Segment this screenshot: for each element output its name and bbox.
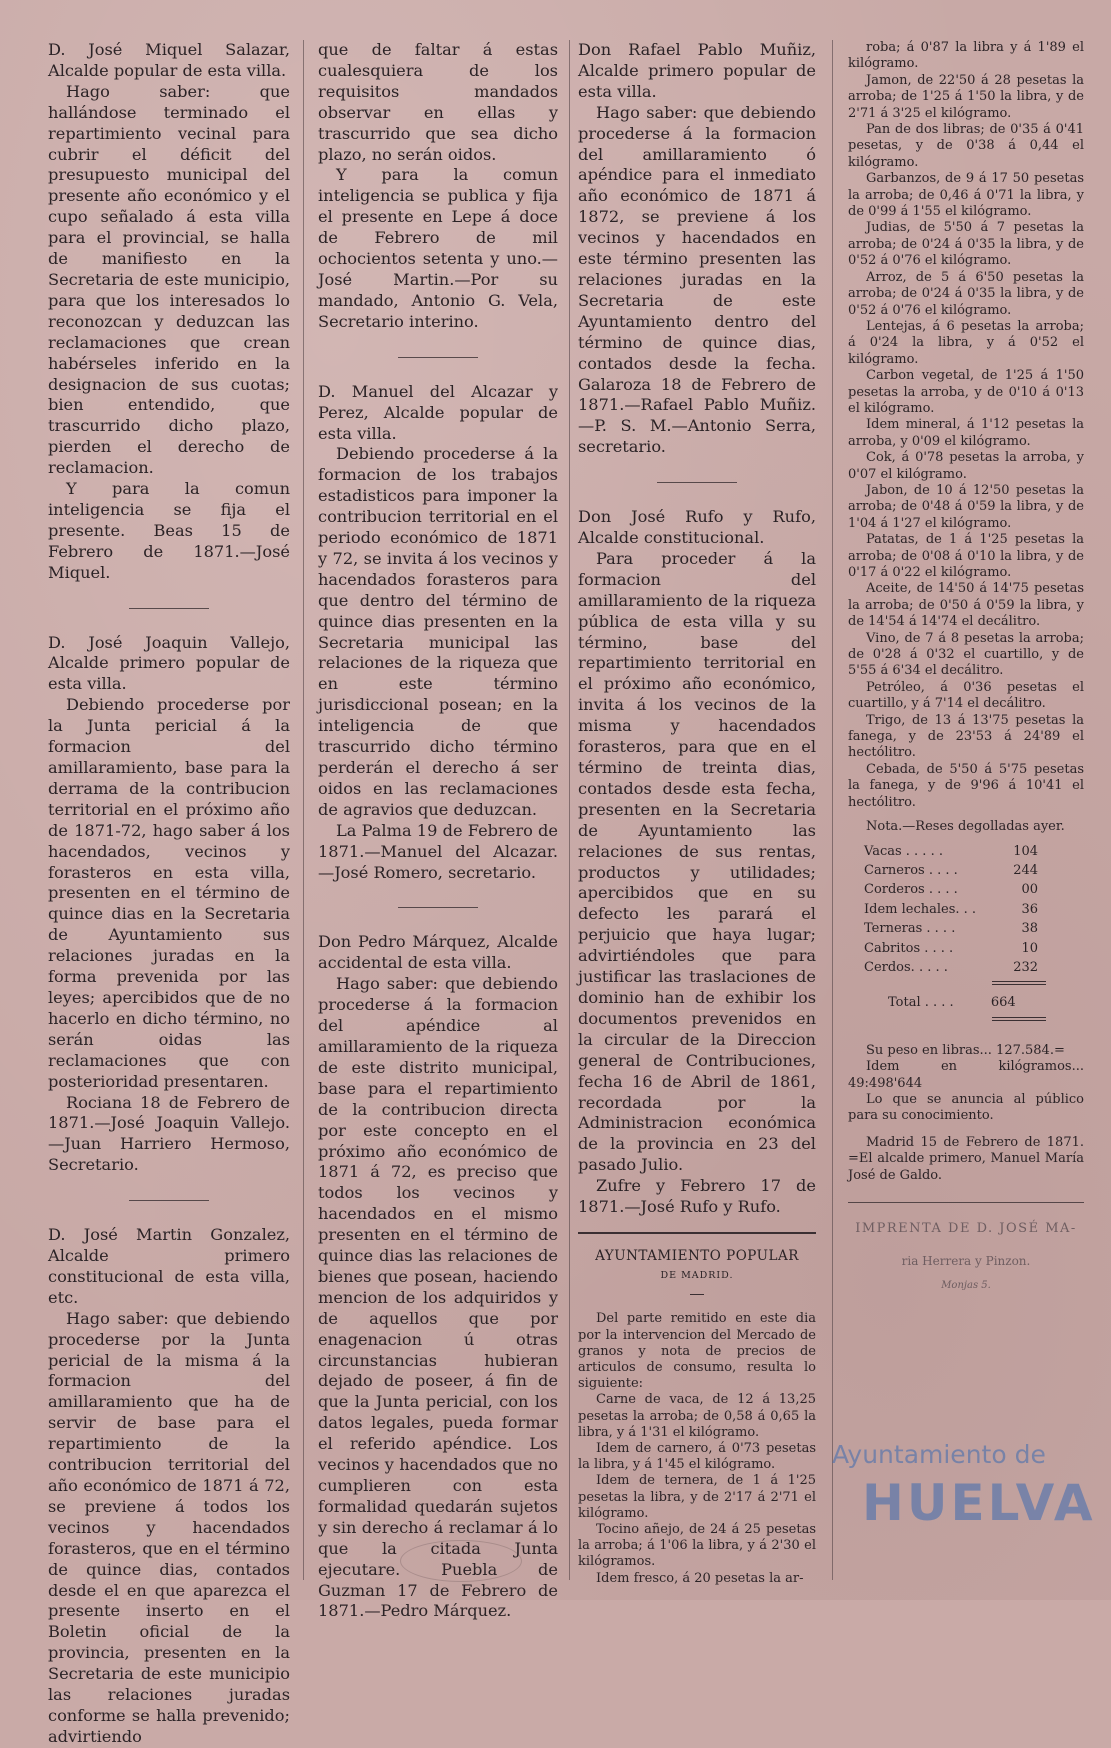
imprenta-line-1: IMPRENTA DE D. JOSÉ MA- [855, 1221, 1077, 1236]
price-paragraph: Carbon vegetal, de 1'25 á 1'50 pesetas la arroba, y de 0'10 á 0'13 el kilógramo. [848, 368, 1084, 416]
column-rule-1 [303, 40, 304, 1580]
imprenta-line-2: ria Herrera y Pinzon. [901, 1254, 1031, 1269]
section-divider [398, 357, 478, 358]
price-paragraph: Idem mineral, á 1'12 pesetas la arroba, y 0'09 el kilógramo. [848, 417, 1084, 449]
reses-row [864, 902, 1038, 921]
price-paragraph: Patatas, de 1 á 1'25 pesetas la arroba; de 0'08 á 0'10 la libra, y de 0'17 á 0'22 el kilógramo. [848, 532, 1084, 580]
price-paragraph: Carne de vaca, de 12 á 13,25 pesetas la arroba; de 0,58 á 0,65 la libra, y á 1'31 el kilógramo. [578, 1392, 816, 1440]
total-rule [992, 981, 1046, 985]
reses-value: 244 [1013, 862, 1039, 878]
reses-value: 104 [1013, 843, 1039, 859]
section-divider [129, 608, 209, 609]
notice-paragraph: Debiendo procederse á la formacion de los trabajos estadisticos para imponer la contribucion territorial en el periodo económico de 1871 y 72, se invita á los vecinos y hacendados forasteros para que dentro del término de quince dias presenten en la Secretaria municipal las relaciones de la riqueza que en este término jurisdiccional posean; en la inteligencia de que trascurrido dicho término perderán el derecho á ser oidos en las reclamaciones de agravios que deduzcan. [318, 444, 558, 819]
price-paragraph: Trigo, de 13 á 13'75 pesetas la fanega, y de 23'53 á 24'89 el hectólitro. [848, 712, 1084, 761]
notice-paragraph: Para proceder á la formacion del amillaramiento de la riqueza pública de esta villa y su término, base del repartimiento territorial en el próximo año económico, invita á los vecinos de la misma y hacendados forasteros, para que en el término de treinta dias, contados desde esta fecha, presenten en la Secretaria de Ayuntamiento las relaciones de sus rentas, productos y utilidades; apercibidos que en su defecto les parará el perjuicio que haya lugar; advirtiéndoles que para justificar las traslaciones de dominio han de exhibir los documentos prevenidos en la circular de la Direccion general de Contribuciones, fecha 16 de Abril de 1861, recordada por la Administracion económica de la provincia en 23 del pasado Julio. [578, 548, 816, 1175]
reses-name: Corderos . . . . [864, 882, 958, 898]
price-paragraph: Garbanzos, de 9 á 17 50 pesetas la arroba; de 0,46 á 0'71 la libra, y de 0'99 á 1'55 el kilógramo. [848, 171, 1084, 220]
reses-name: Terneras . . . . [864, 921, 956, 937]
price-paragraph: Vino, de 7 á 8 pesetas la arroba; de 0'28 á 0'32 el cuartillo, y de 5'55 á 6'34 el decálitro. [848, 630, 1084, 679]
reses-row [864, 941, 1038, 960]
reses-name: Idem lechales. . . [864, 901, 977, 917]
peso-kilogramos: Idem en kilógramos... 49:498'644 [848, 1059, 1084, 1091]
reses-name: Vacas . . . . . [864, 843, 943, 859]
reses-value: 232 [1013, 959, 1039, 975]
notice-paragraph: Y para la comun inteligencia se fija el presente. Beas 15 de Febrero de 1871.—José Miquel. [48, 479, 290, 582]
price-paragraph: Judias, de 5'50 á 7 pesetas la arroba; de 0'24 á 0'35 la libra, y de 0'52 á 0'76 el kilógramo. [848, 220, 1084, 269]
notice-paragraph: Hago saber: que debiendo procederse á la formacion del amillaramiento ó apéndice para el inmediato año económico de 1871 á 1872, se previene á los vecinos y hacendados en este término presenten las relaciones juradas en la Secretaria de este Ayuntamiento dentro del término de quince dias, contados desde la fecha. Galaroza 18 de Febrero de 1871.—Rafael Pablo Muñiz.—P. S. M.—Antonio Serra, secretario. [578, 102, 816, 457]
ayuntamiento-title: AYUNTAMIENTO POPULAR [595, 1247, 799, 1264]
price-paragraph: Del parte remitido en este dia por la intervencion del Mercado de granos y nota de precios de articulos de consumo, resulta lo siguiente: [578, 1311, 816, 1392]
firma-madrid: Madrid 15 de Febrero de 1871. =El alcalde primero, Manuel María José de Galdo. [848, 1134, 1084, 1183]
section-divider [398, 907, 478, 908]
price-paragraph: roba; á 0'87 la libra y á 1'89 el kilógramo. [848, 40, 1084, 72]
total-row [888, 995, 1016, 1014]
reses-row [864, 844, 1038, 863]
total-label: Total . . . . [888, 995, 954, 1011]
reses-name: Carneros . . . . [864, 862, 958, 878]
total-table [888, 995, 1016, 1014]
price-paragraph: Cebada, de 5'50 á 5'75 pesetas la fanega, y de 9'96 á 10'41 el hectólitro. [848, 761, 1084, 810]
notice-heading: Don José Rufo y Rufo, Alcalde constitucional. [578, 507, 816, 548]
notice-continuation: que de faltar á estas cualesquiera de los requisitos mandados observar en ellas y trascurrido que sea dicho plazo, no serán oidos. [318, 40, 558, 164]
ayuntamiento-huelva-watermark [832, 1440, 1096, 1550]
notice-paragraph: Rociana 18 de Febrero de 1871.—José Joaquin Vallejo.—Juan Harriero Hermoso, Secretario. [48, 1092, 290, 1175]
reses-row [864, 960, 1038, 979]
reses-row [864, 863, 1038, 882]
notice-heading: Don Pedro Márquez, Alcalde accidental de esta villa. [318, 932, 558, 973]
column-4 [848, 40, 1084, 1294]
imprenta-line-3: Monjas 5. [941, 1279, 991, 1291]
reses-value: 36 [1021, 901, 1039, 917]
reses-name: Cabritos . . . . [864, 940, 954, 956]
anuncio: Lo que se anuncia al público para su conocimiento. [848, 1091, 1084, 1124]
faded-stamp [400, 1540, 522, 1582]
ayuntamiento-notice [578, 1232, 816, 1587]
peso-libras: Su peso en libras... 127.584.= [866, 1042, 1065, 1058]
ayuntamiento-subtitle: DE MADRID. [660, 1270, 734, 1282]
reses-row [864, 882, 1038, 901]
price-paragraph: Jabon, de 10 á 12'50 pesetas la arroba; de 0'48 á 0'59 la libra, y de 1'04 á 1'27 el kilógramo. [848, 482, 1084, 531]
notice-heading: D. José Joaquin Vallejo, Alcalde primero popular de esta villa. [48, 632, 290, 694]
price-paragraph: Idem de ternera, de 1 á 1'25 pesetas la libra, y de 2'17 á 2'71 el kilógramo. [578, 1473, 816, 1521]
notice-paragraph: Debiendo procederse por la Junta pericial á la formacion del amillaramiento, base para la derrama de la contribucion territorial en el próximo año de 1871-72, hago saber á los hacendados, vecinos y forasteros en esta villa, presenten en el término de quince dias en la Secretaria de Ayuntamiento sus relaciones juradas en la forma prevenida por las leyes; apercibidos que de no hacerlo en dicho término, no serán oidas las reclamaciones que con posterioridad presentaren. [48, 695, 290, 1091]
notice-heading: D. José Martin Gonzalez, Alcalde primero constitucional de esta villa, etc. [48, 1225, 290, 1307]
column-rule-2 [569, 40, 570, 1580]
reses-table [864, 844, 1038, 980]
price-paragraph: Aceite, de 14'50 á 14'75 pesetas la arroba; de 0'50 á 0'59 la libra, y de 14'54 á 14'74 el decálitro. [848, 581, 1084, 630]
price-paragraph: Pan de dos libras; de 0'35 á 0'41 pesetas, y de 0'38 á 0,44 el kilógramo. [848, 122, 1084, 170]
price-paragraph: Idem de carnero, á 0'73 pesetas la libra, y á 1'45 el kilógramo. [578, 1440, 816, 1473]
watermark-line-2: HUELVA [862, 1474, 1096, 1532]
price-paragraph: Idem fresco, á 20 pesetas la ar- [596, 1570, 804, 1586]
price-paragraph: Cok, á 0'78 pesetas la arroba, y 0'07 el kilógramo. [848, 450, 1084, 482]
short-dash [690, 1294, 704, 1295]
nota-reses: Nota.—Reses degolladas ayer. [866, 819, 1065, 835]
total-rule-bottom [992, 1017, 1046, 1021]
reses-value: 38 [1021, 921, 1039, 937]
reses-row [864, 921, 1038, 940]
column-2 [318, 40, 558, 1622]
column-3 [578, 40, 816, 1587]
reses-name: Cerdos. . . . . [864, 959, 948, 975]
price-paragraph: Lentejas, á 6 pesetas la arroba; á 0'24 la libra, y á 0'52 el kilógramo. [848, 318, 1084, 367]
notice-heading: D. Manuel del Alcazar y Perez, Alcalde popular de esta villa. [318, 381, 558, 443]
column-1 [48, 40, 290, 1748]
reses-value: 00 [1021, 882, 1039, 898]
notice-heading: Don Rafael Pablo Muñiz, Alcalde primero popular de esta villa. [578, 40, 816, 101]
notice-paragraph: Y para la comun inteligencia se publica y fija el presente en Lepe á doce de Febrero de mil ochocientos setenta y uno.—José Martin.—Por su mandado, Antonio G. Vela, Secretario interino. [318, 165, 558, 331]
notice-paragraph: Hago saber: que debiendo procederse á la formacion del apéndice al amillaramiento de la riqueza de este distrito municipal, base para el repartimiento de la contribucion directa por este concepto en el próximo año económico de 1871 á 72, es preciso que todos los vecinos y hacendados en el mismo presenten en el término de quince dias las relaciones de bienes que posean, haciendo mencion de los adquiridos y de aquellos que por enagenacion ú otras circunstancias hubieran dejado de poseer, á fin de que la Junta pericial, con los datos legales, pueda formar el referido apéndice. Los vecinos y hacendados que no cumplieren con esta formalidad quedarán sujetos y sin derecho á reclamar á lo que la citada Junta ejecutare. Puebla de Guzman 17 de Febrero de 1871.—Pedro Márquez. [318, 974, 558, 1621]
price-paragraph: Jamon, de 22'50 á 28 pesetas la arroba; de 1'25 á 1'50 la libra, y de 2'71 á 3'25 el kilógramo. [848, 72, 1084, 121]
section-divider [657, 482, 737, 483]
watermark-line-1: Ayuntamiento de [832, 1440, 1046, 1469]
notice-paragraph: La Palma 19 de Febrero de 1871.—Manuel del Alcazar.—José Romero, secretario. [318, 820, 558, 882]
reses-value: 10 [1021, 940, 1039, 956]
notice-paragraph: Hago saber: que hallándose terminado el repartimiento vecinal para cubrir el déficit del presupuesto municipal del presente año económico y el cupo señalado á esta villa para el provincial, se halla de manifiesto en la Secretaria de este municipio, para que los interesados lo reconozcan y deduzcan las reclamaciones que crean habérseles inferido en la designacion de sus cuotas; bien entendido, que trascurrido dicho plazo, pierden el derecho de reclamacion. [48, 81, 290, 478]
notice-heading: D. José Miquel Salazar, Alcalde popular de esta villa. [48, 40, 290, 80]
notice-paragraph: Hago saber: que debiendo procederse por la Junta pericial de la misma á la formacion del amillaramiento que ha de servir de base para el repartimiento de la contribucion territorial del año económico de 1871 á 72, se previene á todos los vecinos y hacendados forasteros, que en el término de quince dias, contados desde el en que aparezca el presente inserto en el Boletin oficial de la provincia, presenten en la Secretaria de este municipio las relaciones juradas conforme se halla prevenido; advirtiendo [48, 1308, 290, 1746]
section-divider [129, 1200, 209, 1201]
total-value: 664 [990, 995, 1016, 1011]
column-rule-3 [832, 40, 833, 1580]
price-paragraph: Tocino añejo, de 24 á 25 pesetas la arroba; á 1'06 la libra, y á 2'30 el kilógramos. [578, 1521, 816, 1570]
price-paragraph: Arroz, de 5 á 6'50 pesetas la arroba; de 0'24 á 0'35 la libra, y de 0'52 á 0'76 el kilógramo. [848, 269, 1084, 318]
divider-line [848, 1202, 1084, 1203]
price-paragraph: Petróleo, á 0'36 pesetas el cuartillo, y á 7'14 el decálitro. [848, 679, 1084, 712]
notice-paragraph: Zufre y Febrero 17 de 1871.—José Rufo y Rufo. [578, 1176, 816, 1217]
